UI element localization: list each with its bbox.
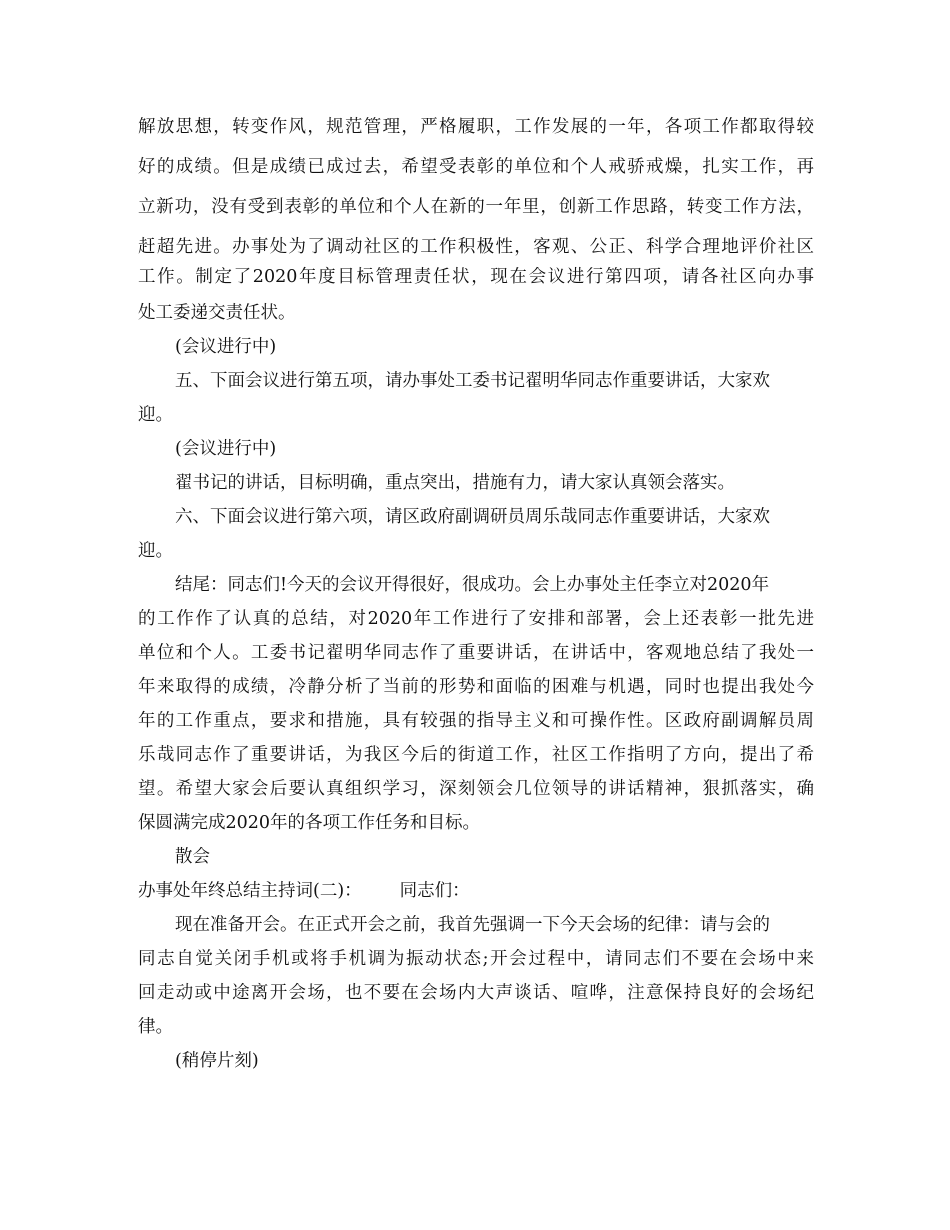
paragraph-line: 单位和个人。工委书记翟明华同志作了重要讲话，在讲话中，客观地总结了我处一 <box>138 643 814 663</box>
paragraph-line: 回走动或中途离开会场，也不要在会场内大声谈话、喧哗，注意保持良好的会场纪 <box>138 983 814 1003</box>
stage-direction: (会议进行中) <box>175 337 277 357</box>
paragraph-line: 好的成绩。但是成绩已成过去，希望受表彰的单位和个人戒骄戒燥，扎实工作，再 <box>138 157 814 177</box>
section-heading-title: 办事处年终总结主持词(二)： <box>138 881 362 901</box>
paragraph-line: 迎。 <box>138 541 173 561</box>
paragraph-line: 保圆满完成2020年的各项工作任务和目标。 <box>138 813 481 833</box>
salutation: 同志们： <box>399 881 470 901</box>
paragraph-line: 结尾：同志们!今天的会议开得很好，很成功。会上办事处主任李立对2020年 <box>175 575 770 595</box>
stage-direction: (会议进行中) <box>175 439 277 459</box>
paragraph-line: 赶超先进。办事处为了调动社区的工作积极性，客观、公正、科学合理地评价社区 <box>138 237 814 257</box>
paragraph-line: 翟书记的讲话，目标明确，重点突出，措施有力，请大家认真领会落实。 <box>175 473 735 493</box>
paragraph-line: 处工委递交责任状。 <box>138 303 296 323</box>
paragraph-line: 迎。 <box>138 405 173 425</box>
stage-direction: (稍停片刻) <box>175 1051 259 1071</box>
paragraph-line: 现在准备开会。在正式开会之前，我首先强调一下今天会场的纪律：请与会的 <box>175 915 770 935</box>
paragraph-line: 乐哉同志作了重要讲话，为我区今后的街道工作，社区工作指明了方向，提出了希 <box>138 745 814 765</box>
paragraph-line: 立新功，没有受到表彰的单位和个人在新的一年里，创新工作思路，转变工作方法， <box>138 197 814 217</box>
paragraph-line: 同志自觉关闭手机或将手机调为振动状态;开会过程中，请同志们不要在会场中来 <box>138 949 814 969</box>
paragraph-line: 年来取得的成绩，冷静分析了当前的形势和面临的困难与机遇，同时也提出我处今 <box>138 677 814 697</box>
paragraph-line: 解放思想，转变作风，规范管理，严格履职，工作发展的一年，各项工作都取得较 <box>138 117 814 137</box>
paragraph-line: 年的工作重点，要求和措施，具有较强的指导主义和可操作性。区政府副调解员周 <box>138 711 814 731</box>
paragraph-line: 五、下面会议进行第五项，请办事处工委书记翟明华同志作重要讲话，大家欢 <box>175 371 770 391</box>
paragraph-line: 散会 <box>175 847 210 867</box>
paragraph-line: 六、下面会议进行第六项，请区政府副调研员周乐哉同志作重要讲话，大家欢 <box>175 507 770 527</box>
paragraph-line: 的工作作了认真的总结，对2020年工作进行了安排和部署，会上还表彰一批先进 <box>138 609 814 629</box>
paragraph-line: 工作。制定了2020年度目标管理责任状，现在会议进行第四项，请各社区向办事 <box>138 267 814 287</box>
paragraph-line: 望。希望大家会后要认真组织学习，深刻领会几位领导的讲话精神，狠抓落实，确 <box>138 779 814 799</box>
section-heading <box>138 880 470 902</box>
paragraph-line: 律。 <box>138 1017 173 1037</box>
